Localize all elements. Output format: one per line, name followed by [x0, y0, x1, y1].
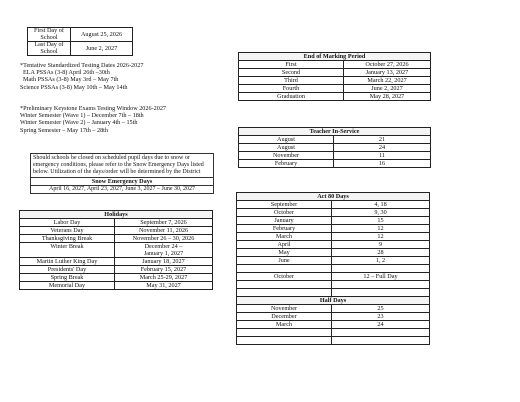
holiday-name: Thanksgiving Break	[20, 235, 115, 243]
table-row	[237, 305, 430, 313]
table-row	[28, 42, 133, 56]
holiday-date: September 7, 2026	[115, 219, 213, 227]
act80-month: October	[237, 209, 332, 217]
table-row	[237, 329, 430, 337]
period-date: May 28, 2027	[344, 93, 431, 101]
half-day-day: 23	[332, 313, 430, 321]
period-date: June 2, 2027	[344, 85, 431, 93]
table-row	[20, 235, 213, 243]
table-row	[237, 257, 430, 265]
act80-month: April	[237, 241, 332, 249]
act80-month	[237, 289, 332, 297]
period-name: Second	[239, 69, 344, 77]
inservice-day: 16	[334, 160, 431, 168]
act80-title: Act 80 Days	[237, 193, 430, 201]
table-row	[237, 281, 430, 289]
act80-days: 12 – Full Day	[332, 273, 430, 281]
school-dates-table	[27, 27, 133, 56]
inservice-month: August	[239, 136, 334, 144]
label-cell: Last Day of School	[28, 42, 71, 56]
testing-line: Science PSSAs (3-8) May 10th – May 14th	[20, 83, 128, 91]
holiday-name: Veterans Day	[20, 227, 115, 235]
marking-title: End of Marking Period	[239, 53, 431, 61]
inservice-month: November	[239, 152, 334, 160]
act80-month: June	[237, 257, 332, 265]
period-date: January 13, 2027	[344, 69, 431, 77]
table-row	[237, 265, 430, 273]
act80-days	[332, 281, 430, 289]
table-row	[237, 273, 430, 281]
table-row	[237, 241, 430, 249]
act80-month: March	[237, 233, 332, 241]
period-name: Third	[239, 77, 344, 85]
table-row	[239, 69, 431, 77]
keystone-line: Spring Semester – May 17th – 28th	[20, 126, 108, 134]
table-row	[237, 209, 430, 217]
act80-days: 1, 2	[332, 257, 430, 265]
period-date: March 22, 2027	[344, 77, 431, 85]
inservice-day: 21	[334, 136, 431, 144]
table-row	[20, 219, 213, 227]
table-row	[237, 233, 430, 241]
period-name: Fourth	[239, 85, 344, 93]
value-cell: August 25, 2026	[71, 28, 133, 42]
table-row	[239, 61, 431, 69]
holiday-date: January 1, 2027	[115, 250, 213, 258]
table-row	[239, 160, 431, 168]
holiday-name: Labor Day	[20, 219, 115, 227]
act80-month: September	[237, 201, 332, 209]
inservice-table	[238, 127, 431, 168]
inservice-day: 24	[334, 144, 431, 152]
table-row	[237, 321, 430, 329]
table-row	[20, 266, 213, 274]
label-cell: First Day of School	[28, 28, 71, 42]
table-row	[239, 93, 431, 101]
inservice-month: February	[239, 160, 334, 168]
snow-emergency-box	[30, 153, 214, 194]
act80-days: 4, 18	[332, 201, 430, 209]
act80-month: January	[237, 217, 332, 225]
table-row	[239, 85, 431, 93]
table-row	[20, 282, 213, 290]
table-row	[239, 77, 431, 85]
keystone-title: *Preliminary Keystone Exams Testing Window 2026-2027	[20, 105, 167, 112]
act80-month: May	[237, 249, 332, 257]
value-cell: June 2, 2027	[71, 42, 133, 56]
holiday-date: November 11, 2026	[115, 227, 213, 235]
act80-days: 9, 30	[332, 209, 430, 217]
inservice-title: Teacher In-Service	[239, 128, 431, 136]
holiday-name: Memorial Day	[20, 282, 115, 290]
testing-line: ELA PSSAs (3-8) April 26th –30th	[23, 69, 110, 77]
table-row	[237, 217, 430, 225]
act80-days: 15	[332, 217, 430, 225]
holidays-title: Holidays	[20, 211, 213, 219]
table-row	[237, 289, 430, 297]
act80-days	[332, 289, 430, 297]
table-row	[237, 313, 430, 321]
act80-month: February	[237, 225, 332, 233]
testing-title: *Tentative Standardized Testing Dates 2026-2027	[20, 62, 144, 69]
holiday-name: Winter Break	[20, 243, 115, 251]
table-row	[20, 274, 213, 282]
holiday-name: Martin Luther King Day	[20, 258, 115, 266]
holiday-date: March 25-29, 2027	[115, 274, 213, 282]
table-row	[239, 152, 431, 160]
table-row	[20, 227, 213, 235]
keystone-line: Winter Semester (Wave 1) – December 7th – 18th	[20, 112, 144, 120]
holiday-name: Presidents' Day	[20, 266, 115, 274]
period-name: First	[239, 61, 344, 69]
half-day-month: December	[237, 313, 332, 321]
holiday-date: February 15, 2027	[115, 266, 213, 274]
half-days-title: Half Days	[237, 297, 430, 305]
act80-month: October	[237, 273, 332, 281]
holiday-name: Spring Break	[20, 274, 115, 282]
holiday-date: December 24 –	[115, 243, 213, 251]
act80-days: 9	[332, 241, 430, 249]
table-row	[20, 258, 213, 266]
snow-note: Should schools be closed on scheduled pupil days due to snow or emergency conditions, please refer to the Snow Emergency Days listed below. Utilization of the days/order will be determined by the District	[33, 155, 204, 175]
half-day-day: 24	[332, 321, 430, 329]
half-day-day: 25	[332, 305, 430, 313]
table-row	[28, 28, 133, 42]
holiday-date: May 31, 2027	[115, 282, 213, 290]
half-day-day	[332, 337, 430, 345]
testing-block	[20, 62, 143, 91]
keystone-line: Winter Semester (Wave 2) – January 4th – 15th	[20, 119, 138, 127]
act80-days	[332, 265, 430, 273]
table-row	[237, 201, 430, 209]
holiday-date: November 26 – 30, 2026	[115, 235, 213, 243]
table-row	[237, 249, 430, 257]
act80-month	[237, 265, 332, 273]
holidays-table	[19, 210, 213, 290]
half-day-month: March	[237, 321, 332, 329]
period-date: October 27, 2026	[344, 61, 431, 69]
period-name: Graduation	[239, 93, 344, 101]
table-row	[20, 243, 213, 251]
act80-days: 28	[332, 249, 430, 257]
table-row	[20, 250, 213, 258]
testing-line: Math PSSAs (3-8) May 3rd – May 7th	[23, 76, 119, 84]
act80-month	[237, 281, 332, 289]
half-day-day	[332, 329, 430, 337]
half-day-month	[237, 337, 332, 345]
act80-table	[236, 192, 430, 345]
snow-dates: April 16, 2027, April 23, 2027, June 3, 2027 – June 30, 2027	[31, 185, 213, 193]
snow-title: Snow Emergency Days	[31, 177, 213, 185]
holiday-date: January 18, 2027	[115, 258, 213, 266]
inservice-month: August	[239, 144, 334, 152]
act80-days: 12	[332, 225, 430, 233]
inservice-day: 11	[334, 152, 431, 160]
table-row	[237, 337, 430, 345]
table-row	[239, 144, 431, 152]
holiday-name	[20, 250, 115, 258]
table-row	[239, 136, 431, 144]
keystone-block	[20, 105, 166, 134]
marking-period-table	[238, 52, 431, 101]
act80-days: 12	[332, 233, 430, 241]
half-day-month: November	[237, 305, 332, 313]
half-day-month	[237, 329, 332, 337]
table-row	[237, 225, 430, 233]
